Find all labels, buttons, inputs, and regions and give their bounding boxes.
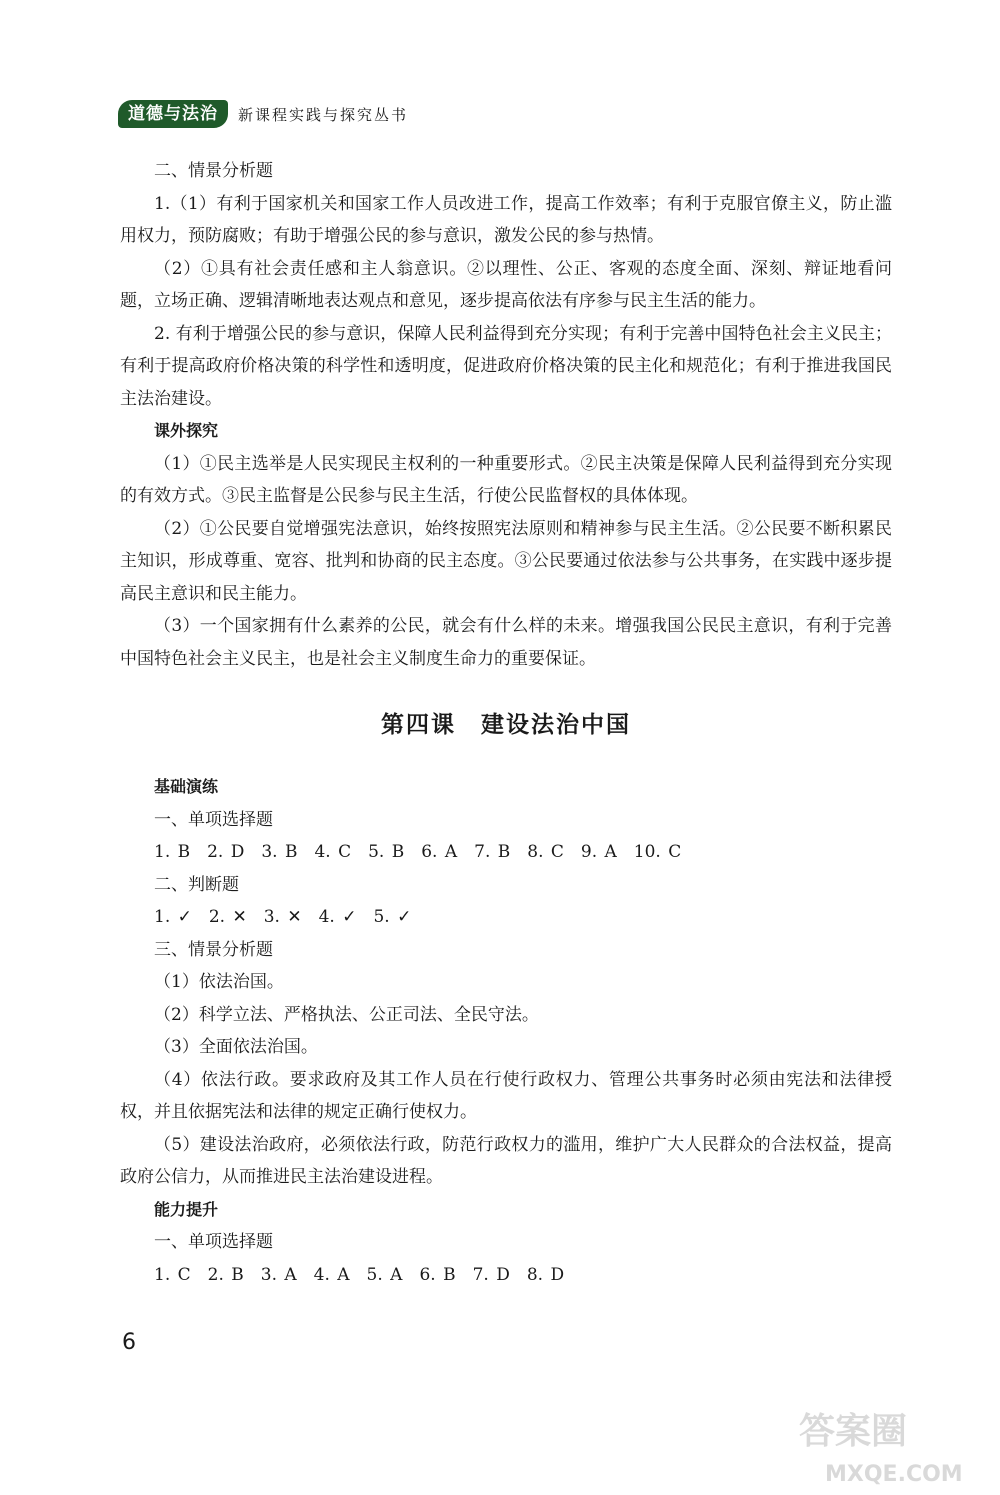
watermark-logo-text: 答案圈 [799, 1411, 908, 1452]
paragraph: （2）①具有社会责任感和主人翁意识。②以理性、公正、客观的态度全面、深刻、辩证地看问题，立场正确、逻辑清晰地表达观点和意见，逐步提高依法有序参与民主生活的能力。 [120, 258, 892, 311]
content-body [120, 155, 892, 1291]
section-heading-scenario: 二、情景分析题 [154, 161, 273, 181]
section-heading-basic: 基础演练 [154, 777, 219, 796]
series-title: 新课程实践与探究丛书 [238, 105, 409, 124]
paragraph: （2）科学立法、严格执法、公正司法、全民守法。 [154, 1004, 539, 1025]
watermark-url: MXQE.COM [825, 1462, 963, 1487]
lesson-title: 第四课 建设法治中国 [381, 712, 631, 738]
paragraph: （2）①公民要自觉增强宪法意识，始终按照宪法原则和精神参与民主生活。②公民要不断积累民主知识，形成尊重、宽容、批判和协商的民主态度。③公民要通过依法参与公共事务，在实践中逐步提高民主意识和民主能力。 [120, 518, 892, 604]
paragraph: 1.（1）有利于国家机关和国家工作人员改进工作，提高工作效率；有利于克服官僚主义，防止滥用权力，预防腐败；有助于增强公民的参与意识，激发公民的参与热情。 [120, 193, 892, 246]
subheading-single-choice: 一、单项选择题 [154, 809, 273, 830]
section-heading-advanced: 能力提升 [154, 1199, 219, 1219]
subheading-judgment: 二、判断题 [154, 874, 239, 895]
paragraph: （3）全面依法治国。 [154, 1037, 318, 1057]
page-number: 6 [122, 1330, 136, 1355]
subheading-single-choice: 一、单项选择题 [154, 1232, 273, 1252]
paragraph: （5）建设法治政府，必须依法行政，防范行政权力的滥用，维护广大人民群众的合法权益，提高政府公信力，从而推进民主法治建设进程。 [120, 1134, 892, 1187]
answer-line-single-choice: 1. B 2. D 3. B 4. C 5. B 6. A 7. B 8. C 9. A 10. C [154, 842, 682, 862]
paragraph: 2. 有利于增强公民的参与意识，保障人民利益得到充分实现；有利于完善中国特色社会主义民主；有利于提高政府价格决策的科学性和透明度，促进政府价格决策的民主化和规范化；有利于推进我国民主法治建设。 [120, 323, 892, 409]
answer-line-judgment: 1. ✓ 2. ✕ 3. ✕ 4. ✓ 5. ✓ [154, 907, 412, 927]
subject-badge: 道德与法治 [118, 100, 228, 128]
paragraph: （1）①民主选举是人民实现民主权利的一种重要形式。②民主决策是保障人民利益得到充分实现的有效方式。③民主监督是公民参与民主生活，行使公民监督权的具体体现。 [120, 453, 892, 506]
running-header [118, 99, 408, 129]
section-heading-extracurricular: 课外探究 [154, 421, 219, 440]
paragraph: （3）一个国家拥有什么素养的公民，就会有什么样的未来。增强我国公民民主意识，有利于完善中国特色社会主义民主，也是社会主义制度生命力的重要保证。 [120, 616, 892, 669]
subheading-scenario: 三、情景分析题 [154, 939, 273, 960]
paragraph: （1）依法治国。 [154, 972, 284, 992]
paragraph: （4）依法行政。要求政府及其工作人员在行使行政权力、管理公共事务时必须由宪法和法律授权，并且依据宪法和法律的规定正确行使权力。 [120, 1069, 892, 1122]
answer-line-single-choice: 1. C 2. B 3. A 4. A 5. A 6. B 7. D 8. D [154, 1264, 565, 1285]
watermark-logo [795, 1395, 990, 1490]
